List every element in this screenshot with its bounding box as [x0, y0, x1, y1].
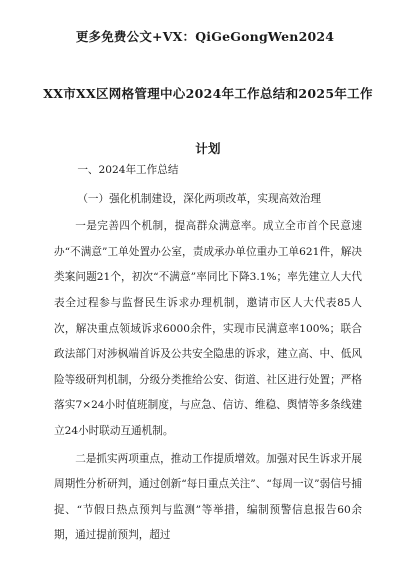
subsection-heading: （一）强化机制建设，深化两项改革，实现高效治理: [77, 192, 321, 205]
body-paragraph: 一是完善四个机制，提高群众满意率。成立全市首个民意速办“不满意”工单处置办公室，责成承办单位重办工单621件，解决类案问题21个，初次“不满意”率同比下降3.1%；率先建立人大代表全过程参与监督民生诉求办理机制，邀请市区人大代表85人次，解决重点领域诉求6000余件，实现市民满意率100%；联合政法部门对涉枫端首诉及公共安全隐患的诉求，建立高、中、低风险等级研判机制，分级分类推给公安、街道、社区进行处置；严格落实7×24小时值班制度，与应急、信访、维稳、舆情等多条线建立24小时联动互通机制。: [54, 220, 362, 437]
document-body: [54, 158, 362, 549]
section-heading: 一、2024年工作总结: [77, 164, 179, 176]
body-paragraph: 二是抓实两项重点，推动工作提质增效。加强对民生诉求开展周期性分析研判，通过创新“每日重点关注”、“每周一议”弱信号捕捉、“节假日热点预判与监测”等举措，编制预警信息报告60余期，通过提前预判，超过: [54, 452, 362, 542]
document-title: XX市XX区网格管理中心2024年工作总结和2025年工作计划: [43, 86, 373, 156]
promo-banner: 更多免费公文+VX：QiGeGongWen2024: [75, 29, 335, 44]
